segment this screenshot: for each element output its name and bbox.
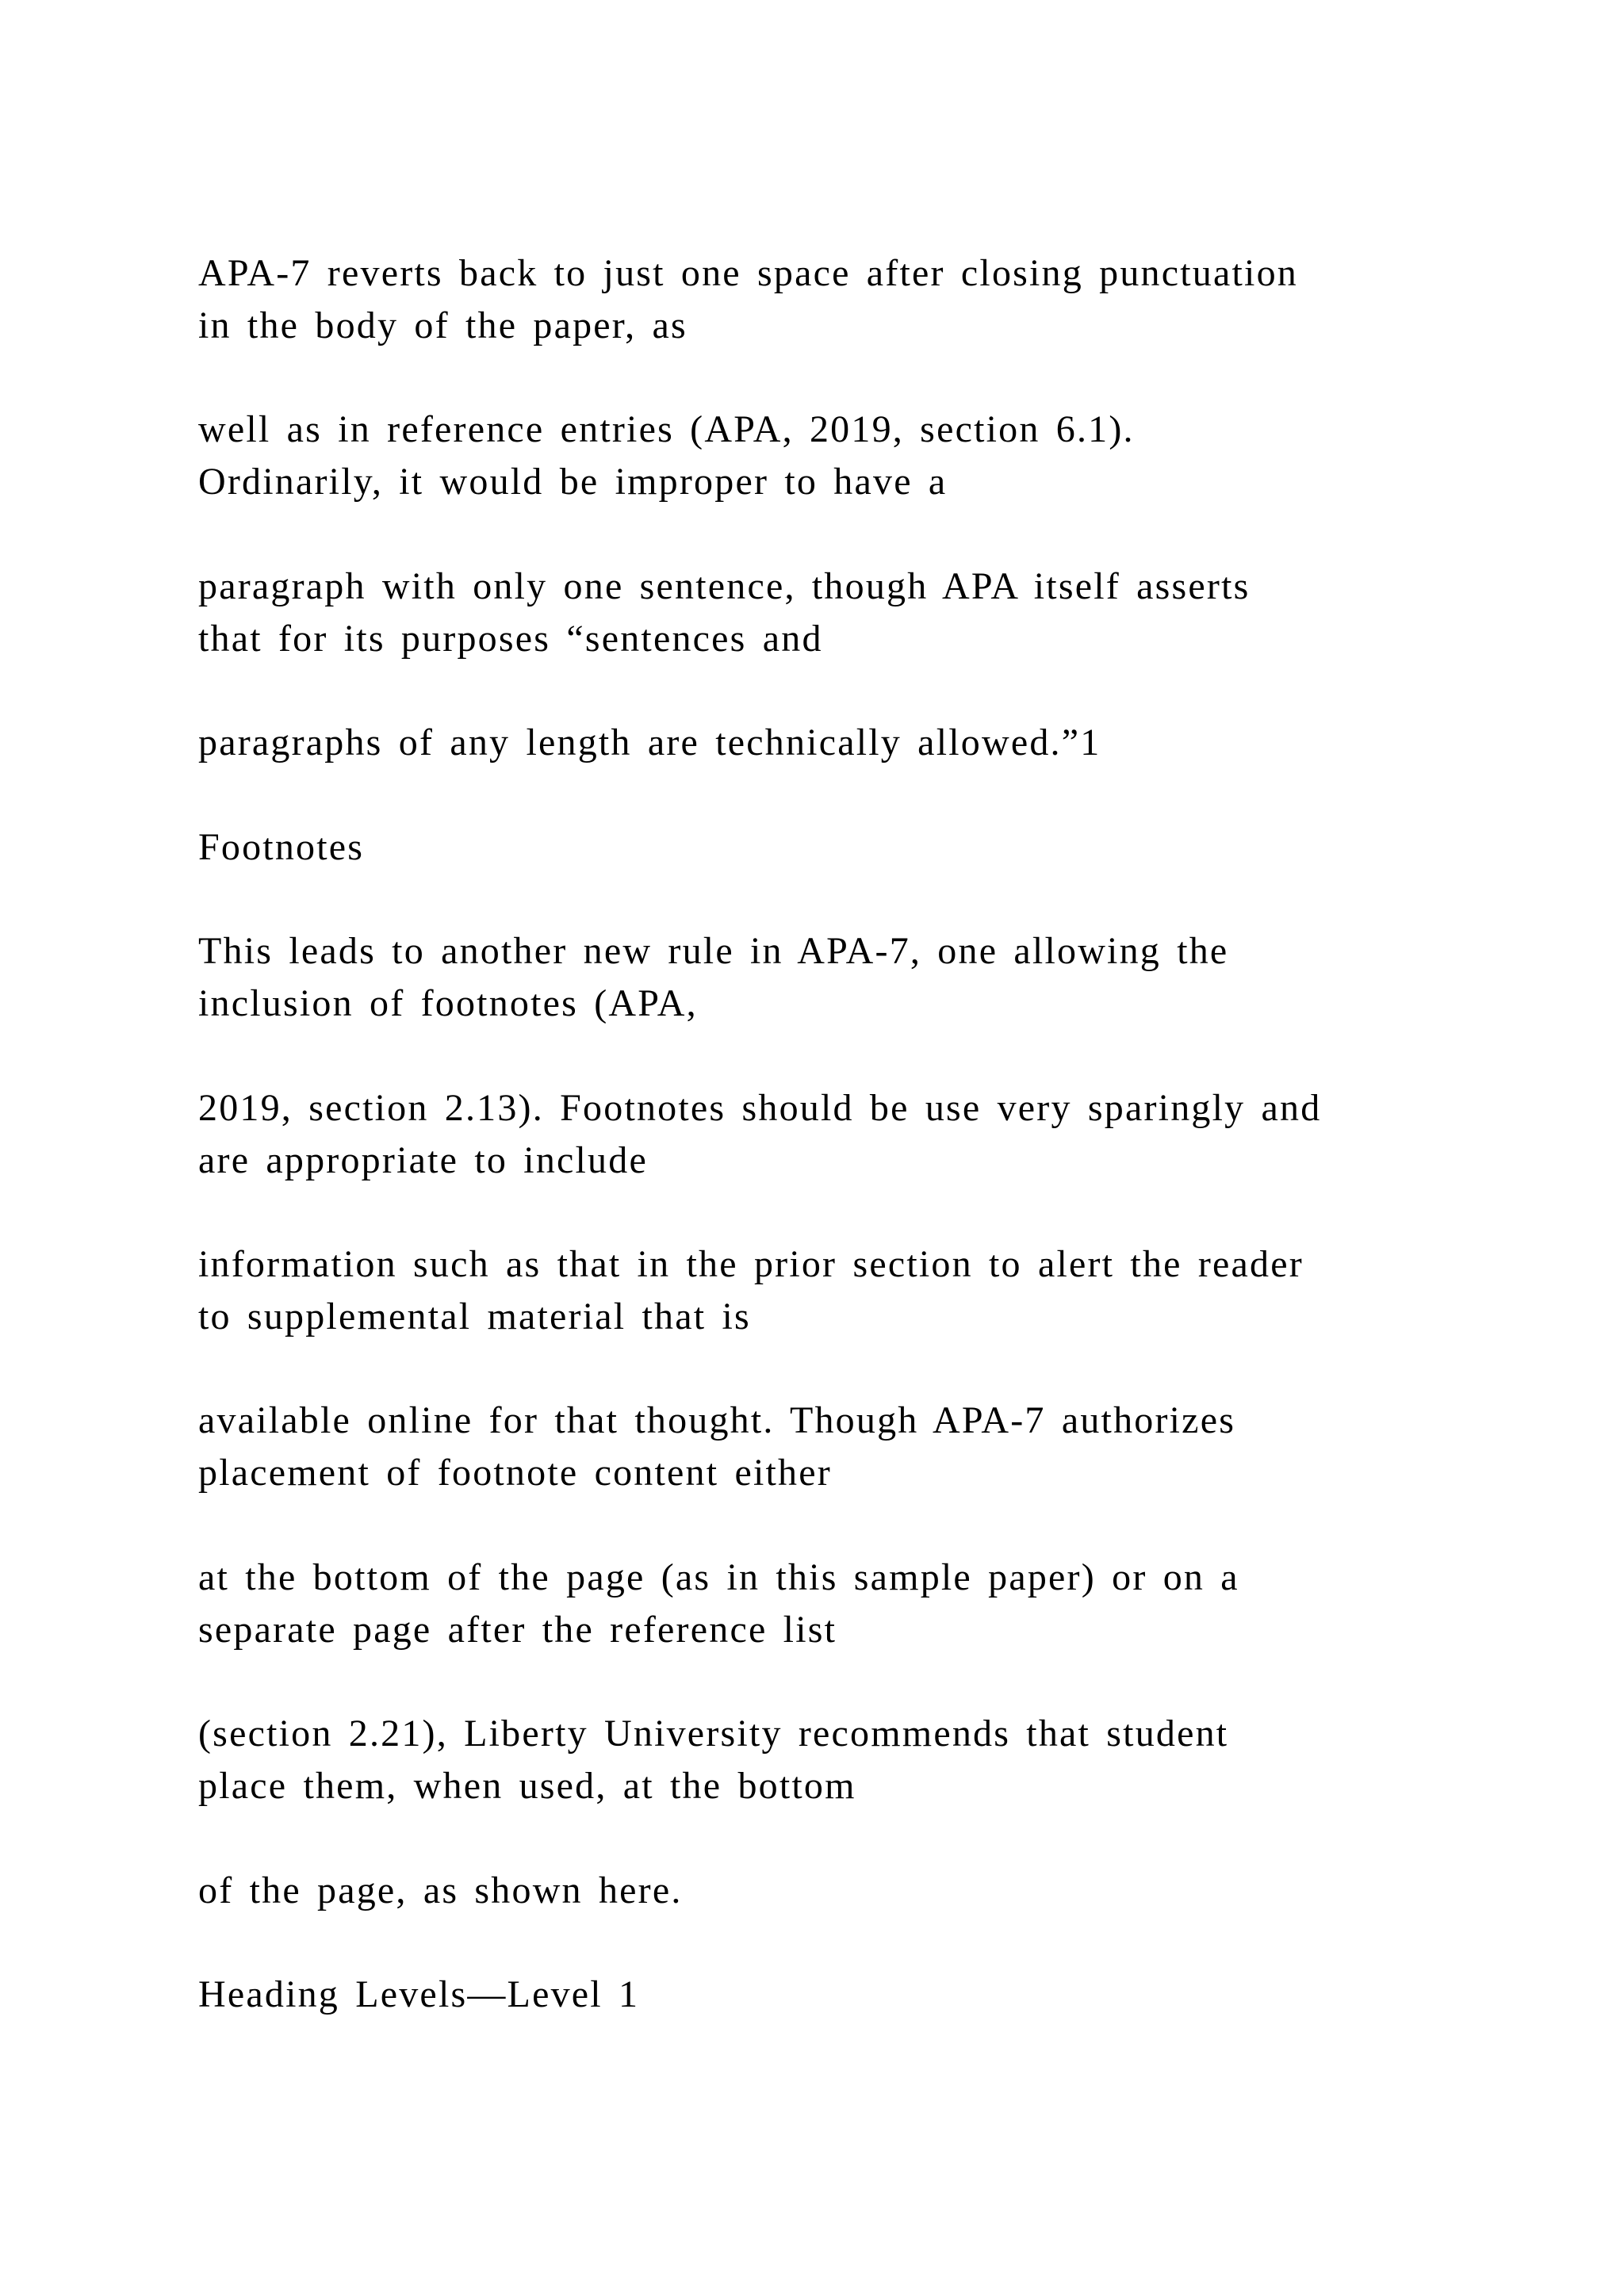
body-text-line: at the bottom of the page (as in this sample paper) or on a	[198, 1556, 1239, 1598]
body-text-line: information such as that in the prior section to alert the reader	[198, 1243, 1304, 1285]
body-text-line: inclusion of footnotes (APA,	[198, 982, 698, 1024]
body-text-line: paragraphs of any length are technically allowed.”1	[198, 721, 1101, 763]
body-text-line: well as in reference entries (APA, 2019, section 6.1).	[198, 408, 1135, 450]
body-text-line: placement of footnote content either	[198, 1452, 832, 1494]
body-text-line: APA-7 reverts back to just one space after closing punctuation	[198, 252, 1298, 294]
body-text-line: in the body of the paper, as	[198, 304, 688, 346]
body-text-line: This leads to another new rule in APA-7, one allowing the	[198, 930, 1229, 972]
body-text-line: Ordinarily, it would be improper to have a	[198, 461, 948, 503]
body-text-line: paragraph with only one sentence, though APA itself asserts	[198, 565, 1251, 607]
section-heading: Footnotes	[198, 826, 365, 868]
body-text-line: are appropriate to include	[198, 1139, 648, 1181]
body-text-line: 2019, section 2.13). Footnotes should be use very sparingly and	[198, 1087, 1322, 1129]
body-text-line: available online for that thought. Though APA-7 authorizes	[198, 1399, 1236, 1441]
body-text-line: (section 2.21), Liberty University recommends that student	[198, 1712, 1229, 1755]
body-text-line: to supplemental material that is	[198, 1295, 751, 1337]
body-text-line: that for its purposes “sentences and	[198, 618, 823, 660]
body-text-line: separate page after the reference list	[198, 1609, 837, 1651]
body-text-line: place them, when used, at the bottom	[198, 1765, 856, 1807]
body-text-line: of the page, as shown here.	[198, 1869, 683, 1911]
section-heading: Heading Levels—Level 1	[198, 1973, 640, 2015]
